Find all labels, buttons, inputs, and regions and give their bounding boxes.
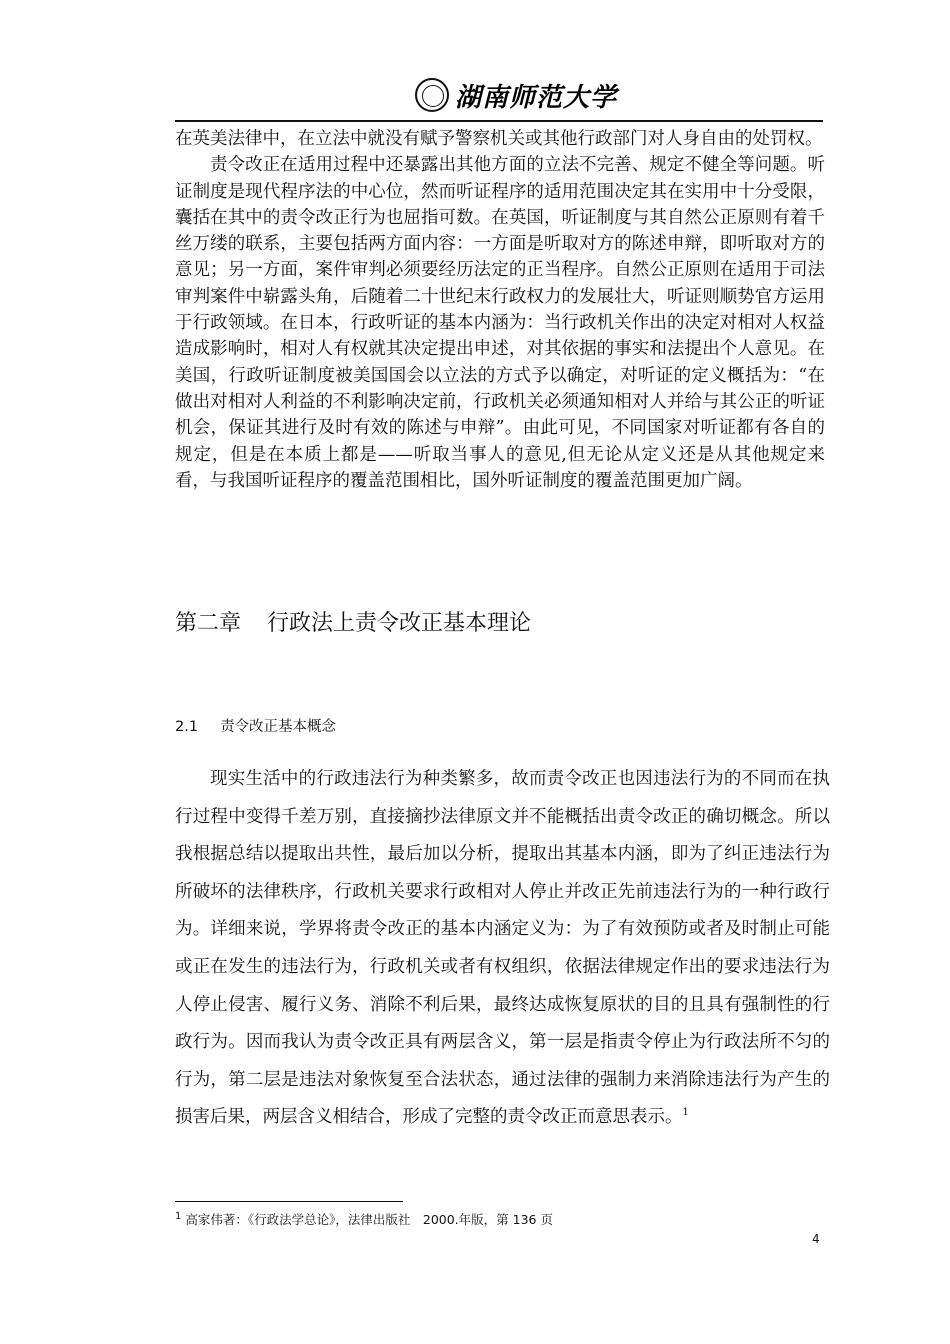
university-logo [415,74,618,116]
footnote-mark: 1 [175,1210,182,1222]
footnote-text: 高家伟著：《行政法学总论》，法律出版社 2000.年版，第 136 页 [185,1212,553,1227]
section-heading [175,715,336,736]
body-section [175,761,830,1137]
paragraph-text: 现实生活中的行政违法行为种类繁多，故而责令改正也因违法行为的不同而在执行过程中变得千差万别，直接摘抄法律原文并不能概括出责令改正的确切概念。所以我根据总结以提取出共性，最后加以分析，提取出其基本内涵，即为了纠正违法行为所破坏的法律秩序，行政机关要求行政相对人停止并改正先前违法行为的一种行政行为。详细来说，学界将责令改正的基本内涵定义为：为了有效预防或者及时制止可能或正在发生的违法行为，行政机关或者有权组织，依据法律规定作出的要求违法行为人停止侵害、履行义务、消除不利后果，最终达成恢复原状的目的且具有强制性的行政行为。因而我认为责令改正具有两层含义，第一层是指责令停止为行政法所不匀的行为，第二层是违法对象恢复至合法状态，通过法律的强制力来消除违法行为产生的损害后果，两层含义相结合，形成了完整的责令改正而意思表示。 [175,769,830,1128]
university-seal-icon [415,78,449,112]
paragraph: 在英美法律中，在立法中就没有赋予警察机关或其他行政部门对人身自由的处罚权。 [175,129,823,149]
chapter-heading [175,606,531,637]
page-header [175,72,823,122]
university-name: 湖南师范大学 [455,82,618,113]
footnote-reference[interactable]: 1 [682,1107,689,1119]
page-number: 4 [812,1232,820,1246]
footnote [175,1210,553,1228]
section-number: 2.1 [175,719,199,735]
paragraph [175,761,830,1137]
paragraph: 责令改正在适用过程中还暴露出其他方面的立法不完善、规定不健全等问题。听证制度是现代程序法的中心位，然而听证程序的适用范围决定其在实用中十分受限，囊括在其中的责令改正行为也屈指可数。在英国，听证制度与其自然公正原则有着千丝万缕的联系，主要包括两方面内容：一方面是听取对方的陈述申辩，即听取对方的意见；另一方面，案件审判必须要经历法定的正当程序。自然公正原则在适用于司法审判案件中崭露头角，后随着二十世纪末行政权力的发展壮大，听证则顺势官方运用于行政领域。在日本，行政听证的基本内涵为：当行政机关作出的决定对相对人权益造成影响时，相对人有权就其决定提出申述，对其依据的事实和法提出个人意见。在美国，行政听证制度被美国国会以立法的方式予以确定，对听证的定义概括为：“在做出对相对人利益的不利影响决定前，行政机关必须通知相对人并给与其公正的听证机会，保证其进行及时有效的陈述与申辩”。由此可见，不同国家对听证都有各自的规定，但是在本质上都是——听取当事人的意见,但无论从定义还是从其他规定来看，与我国听证程序的覆盖范围相比，国外听证制度的覆盖范围更加广阔。 [175,155,825,491]
section-title: 责令改正基本概念 [220,719,337,735]
header-divider [175,120,823,122]
intro-section [175,126,825,494]
chapter-title: 行政法上责令改正基本理论 [267,611,532,636]
footnote-divider [175,1201,403,1202]
chapter-number: 第二章 [175,611,242,636]
